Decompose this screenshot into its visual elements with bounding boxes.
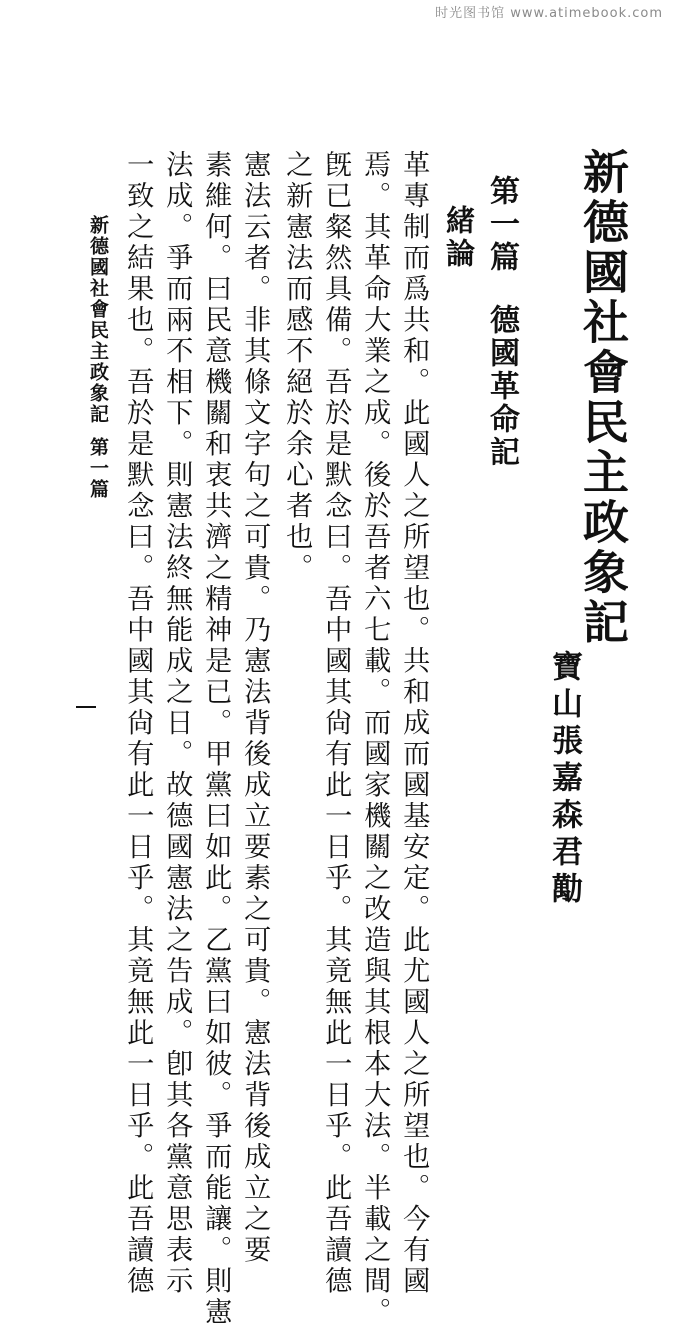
body-column-8: 一致之結果也。吾於是默念曰。吾中國其尙有此一日乎。其竟無此一日乎。此吾讀德	[122, 150, 154, 1297]
chapter-title: 德國革命記	[484, 304, 519, 469]
running-head-chapter: 第一篇	[87, 437, 109, 500]
body-column-3: 旣已粲然具備。吾於是默念曰。吾中國其尙有此一日乎。其竟無此一日乎。此吾讀德	[320, 150, 352, 1297]
page-number	[76, 706, 96, 708]
body-column-7: 法成。爭而兩不相下。則憲法終無能成之日。故德國憲法之告成。卽其各黨意思表示	[161, 150, 193, 1297]
body-column-4: 之新憲法而感不絕於余心者也。	[281, 150, 313, 584]
body-column-5: 憲法云者。非其條文字句之可貴。乃憲法背後成立要素之可貴。憲法背後成立之要	[239, 150, 271, 1266]
book-title: 新德國社會民主政象記	[576, 148, 630, 648]
chapter-heading	[484, 175, 519, 469]
author-line: 寶山張嘉森君勱	[546, 650, 582, 909]
section-heading: 緒論	[442, 205, 476, 271]
running-head	[88, 215, 107, 500]
body-column-1: 革專制而爲共和。此國人之所望也。共和成而國基安定。此尤國人之所望也。今有國	[398, 150, 430, 1297]
chapter-number: 第一篇	[484, 175, 519, 274]
watermark-text: 时光图书馆 www.atimebook.com	[435, 6, 663, 21]
body-column-6: 素維何。曰民意機關和衷共濟之精神是已。甲黨曰如此。乙黨曰如彼。爭而能讓。則憲	[200, 150, 232, 1328]
body-column-2: 焉。其革命大業之成。後於吾者六七載。而國家機關之改造與其根本大法。半載之間。	[359, 150, 391, 1328]
running-head-title: 新德國社會民主政象記	[87, 215, 109, 425]
page-number-text	[76, 706, 77, 707]
